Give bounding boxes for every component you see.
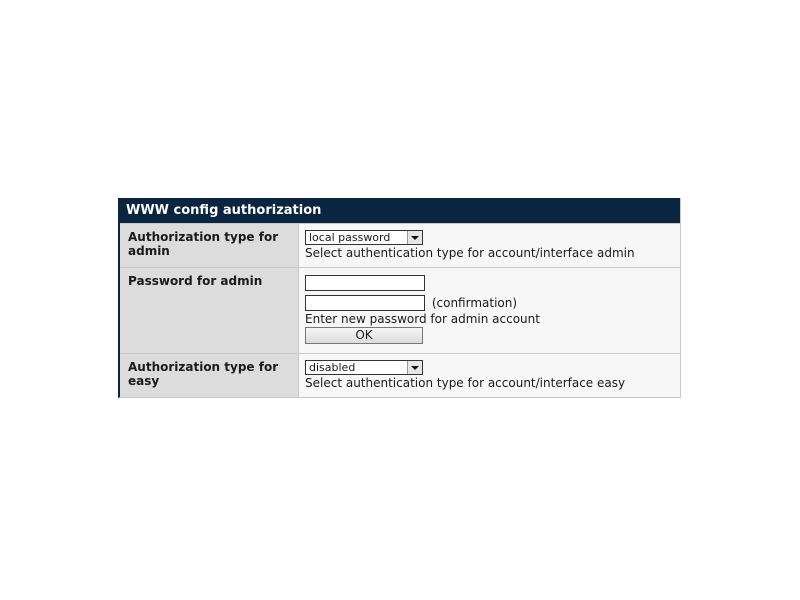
password-admin-value-cell	[299, 268, 680, 353]
chevron-down-icon[interactable]	[407, 361, 422, 374]
auth-easy-help: Select authentication type for account/interface easy	[305, 376, 626, 390]
panel-title: WWW config authorization	[120, 198, 680, 223]
www-config-authorization-panel	[118, 198, 681, 398]
auth-admin-select[interactable]	[305, 230, 423, 245]
confirm-line	[305, 295, 674, 311]
auth-admin-select-value: local password	[309, 230, 391, 244]
auth-admin-value-cell	[299, 224, 680, 267]
auth-admin-help: Select authentication type for account/interface admin	[305, 246, 635, 260]
row-password-admin	[120, 267, 680, 353]
row-auth-easy	[120, 353, 680, 397]
auth-admin-label: Authorization type for admin	[120, 224, 299, 267]
auth-easy-label: Authorization type for easy	[120, 354, 299, 397]
password-confirm-input[interactable]	[305, 295, 425, 311]
auth-easy-select[interactable]	[305, 360, 423, 375]
password-line	[305, 275, 674, 291]
row-auth-admin	[120, 223, 680, 267]
password-input[interactable]	[305, 275, 425, 291]
confirmation-label: (confirmation)	[431, 296, 518, 310]
password-admin-label: Password for admin	[120, 268, 299, 353]
chevron-down-icon[interactable]	[407, 231, 422, 244]
ok-button[interactable]: OK	[305, 327, 423, 344]
auth-easy-select-value: disabled	[309, 360, 356, 374]
auth-easy-value-cell	[299, 354, 680, 397]
password-admin-help: Enter new password for admin account	[305, 312, 540, 326]
